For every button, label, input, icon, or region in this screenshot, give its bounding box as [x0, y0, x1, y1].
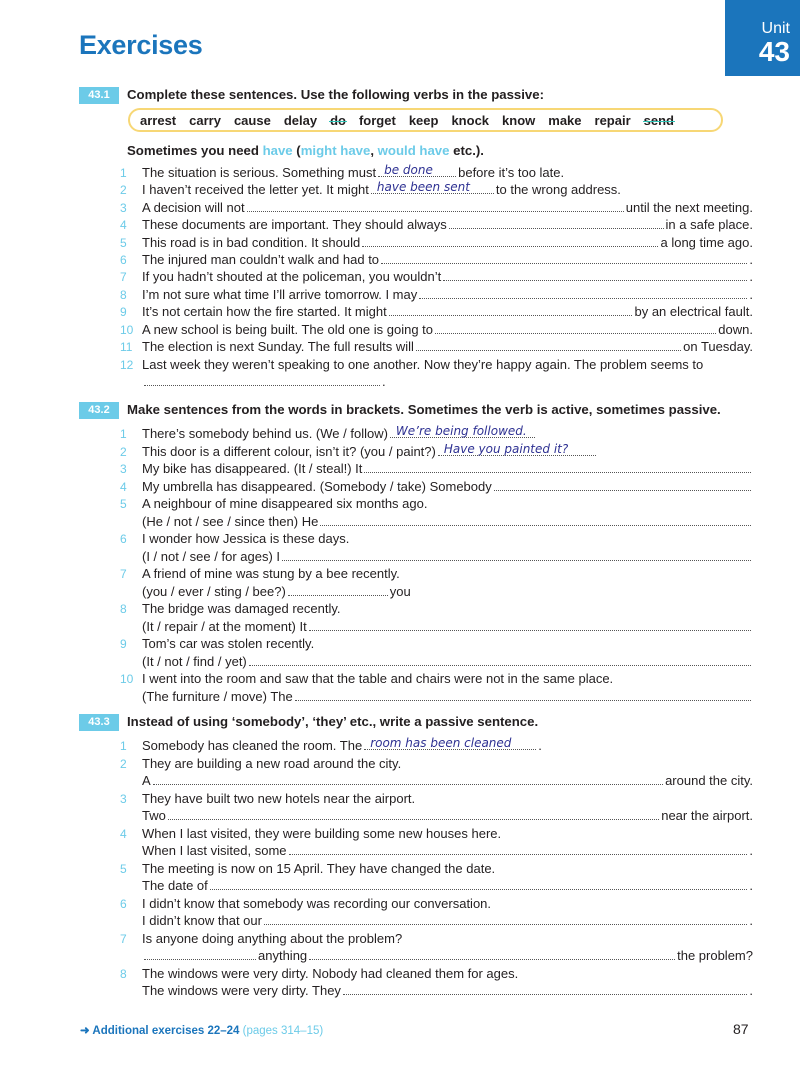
line-text: My bike has disappeared. (It / steal!) It — [142, 461, 363, 476]
answer-blank[interactable] — [364, 472, 751, 473]
verb-option: arrest — [140, 112, 177, 128]
exercise-line — [120, 841, 753, 858]
line-text-end: by an electrical fault. — [634, 304, 753, 320]
line-text-end: to the wrong address. — [495, 182, 621, 198]
exercise-instruction: Instead of using ‘somebody’, ‘they’ etc., write a passive sentence. — [127, 714, 539, 729]
answer-blank[interactable] — [419, 298, 747, 299]
exercise-line — [120, 267, 753, 284]
line-text: A decision will not — [142, 199, 245, 215]
verb-option: delay — [283, 112, 318, 128]
line-text: (It / not / find / yet) — [142, 653, 247, 669]
item-number: 4 — [120, 479, 127, 494]
item-number: 2 — [120, 444, 127, 459]
line-text: Tom’s car was stolen recently. — [142, 636, 315, 651]
item-number: 2 — [120, 756, 127, 771]
line-text-end: . — [749, 983, 753, 998]
exercise-line — [120, 302, 753, 319]
line-text: I wonder how Jessica is these days. — [142, 531, 350, 546]
answer-blank[interactable] — [282, 560, 751, 561]
item-number: 7 — [120, 567, 127, 581]
line-text-end: before it’s too late. — [458, 165, 565, 180]
exercise-line — [120, 652, 753, 669]
item-number: 2 — [120, 183, 127, 198]
handwritten-answer: room has been cleaned — [370, 736, 512, 750]
answer-blank[interactable] — [249, 665, 751, 666]
exercise-line — [120, 911, 753, 928]
verb-option: repair — [594, 112, 631, 128]
line-text: (you / ever / sting / bee?) — [142, 583, 286, 599]
line-text-end: on Tuesday. — [683, 339, 753, 354]
line-text: (I / not / see / for ages) I — [142, 548, 281, 564]
line-text: (He / not / see / since then) He — [142, 513, 319, 529]
item-number: 4 — [120, 218, 127, 233]
verb-option: knock — [451, 112, 490, 128]
line-text: They have built two new hotels near the airport. — [142, 790, 416, 806]
item-number: 12 — [120, 358, 134, 372]
item-number: 5 — [120, 235, 127, 250]
line-text: I went into the room and saw that the table and chairs were not in the same place. — [142, 671, 614, 686]
line-text-end: near the airport. — [661, 808, 753, 823]
line-text: This road is in bad condition. It should — [142, 234, 361, 250]
exercise-line — [120, 859, 753, 876]
exercise-line — [120, 789, 753, 806]
exercise-line — [120, 617, 753, 634]
line-text: They are building a new road around the city. — [142, 755, 402, 771]
answer-blank[interactable] — [144, 959, 256, 960]
line-text: Is anyone doing anything about the problem? — [142, 930, 403, 946]
item-number: 10 — [120, 322, 134, 337]
verb-option: keep — [408, 112, 439, 128]
item-number: 4 — [120, 826, 127, 841]
line-text: A friend of mine was stung by a bee recently. — [142, 566, 400, 581]
item-number: 1 — [120, 739, 127, 753]
verb-option: do — [330, 112, 346, 128]
answer-blank[interactable] — [438, 441, 596, 456]
line-text: When I last visited, they were building some new houses here. — [142, 825, 502, 841]
exercise-line — [120, 894, 753, 911]
exercise-line — [120, 669, 753, 686]
line-text-end: . — [749, 913, 753, 928]
handwritten-answer: have been sent — [376, 180, 470, 195]
answer-blank[interactable] — [288, 595, 388, 596]
answer-blank[interactable] — [295, 700, 751, 701]
line-text-end: . — [538, 738, 542, 753]
answer-blank[interactable] — [144, 385, 380, 386]
verb-option: forget — [358, 112, 396, 128]
exercise-line — [120, 564, 753, 581]
subheading: Sometimes you need have (might have, would have etc.). — [127, 143, 484, 158]
line-text: If you hadn’t shouted at the policeman, you wouldn’t — [142, 269, 442, 285]
unit-tab — [725, 0, 800, 76]
exercise-line — [120, 529, 753, 546]
line-text-end: . — [749, 843, 753, 858]
line-text-end: down. — [718, 321, 753, 337]
exercise-badge: 43.2 — [79, 402, 119, 419]
answer-blank[interactable] — [378, 163, 456, 177]
exercise-badge: 43.1 — [79, 87, 119, 104]
line-text-end: the problem? — [677, 948, 753, 963]
answer-blank[interactable] — [343, 994, 747, 995]
line-text: A neighbour of mine disappeared six months ago. — [142, 496, 428, 511]
line-text: The windows were very dirty. They — [142, 983, 341, 998]
exercise-line — [120, 599, 753, 616]
line-text: The injured man couldn’t walk and had to — [142, 252, 380, 267]
answer-blank[interactable] — [494, 490, 751, 491]
verb-box — [128, 108, 723, 132]
line-text: The bridge was damaged recently. — [142, 601, 341, 616]
line-text-end: . — [382, 374, 386, 389]
exercise-line — [120, 582, 753, 599]
exercise-line — [120, 233, 753, 250]
exercise-line — [120, 929, 753, 946]
line-text: My umbrella has disappeared. (Somebody / take) Somebody — [142, 478, 492, 494]
answer-blank[interactable] — [153, 784, 663, 785]
answer-blank[interactable] — [289, 854, 748, 855]
handwritten-answer: be done — [384, 163, 433, 177]
line-text: The meeting is now on 15 April. They have changed the date. — [142, 860, 496, 876]
exercise-line — [120, 634, 753, 651]
exercise-line — [120, 372, 753, 389]
line-text: I’m not sure what time I’ll arrive tomorrow. I may — [142, 286, 418, 302]
item-number: 6 — [120, 896, 127, 911]
line-text: anything — [258, 948, 308, 963]
exercise-line — [120, 736, 753, 753]
line-text-end: a long time ago. — [660, 234, 753, 250]
exercise-badge: 43.3 — [79, 714, 119, 731]
item-number: 3 — [120, 791, 127, 806]
item-number: 3 — [120, 462, 127, 476]
exercise-line — [120, 320, 753, 337]
answer-blank[interactable] — [443, 280, 747, 281]
answer-blank[interactable] — [309, 630, 751, 631]
exercise-line — [120, 285, 753, 302]
exercise-line — [120, 771, 753, 788]
exercise-line — [120, 687, 753, 704]
answer-blank[interactable] — [416, 350, 681, 351]
handwritten-answer: Have you painted it? — [443, 441, 569, 456]
line-text: Somebody has cleaned the room. The — [142, 738, 363, 753]
item-number: 8 — [120, 602, 127, 616]
additional-exercises-link[interactable]: ➜ Additional exercises 22–24 (pages 314–15) — [80, 1025, 324, 1037]
line-text-end: . — [749, 269, 753, 285]
answer-blank[interactable] — [309, 959, 675, 960]
item-number: 8 — [120, 966, 127, 981]
item-number: 1 — [120, 166, 127, 180]
line-text: The situation is serious. Something must — [142, 165, 377, 180]
line-text: The date of — [142, 878, 208, 893]
answer-blank[interactable] — [210, 889, 748, 890]
verb-option: send — [643, 112, 674, 128]
exercise-line — [120, 163, 753, 180]
line-text: Last week they weren’t speaking to one another. Now they’re happy again. The problem seems to — [142, 357, 704, 372]
exercise-line — [120, 198, 753, 215]
line-text-end: around the city. — [665, 773, 753, 788]
line-text-end: . — [749, 878, 753, 893]
line-text: These documents are important. They should always — [142, 217, 447, 233]
answer-blank[interactable] — [435, 333, 716, 334]
answer-blank[interactable] — [371, 180, 494, 195]
line-text: The election is next Sunday. The full results will — [142, 339, 414, 354]
exercise-line — [120, 964, 753, 981]
answer-blank[interactable] — [247, 211, 624, 212]
line-text-end: until the next meeting. — [625, 199, 753, 215]
line-text-end: . — [749, 286, 753, 302]
item-number: 5 — [120, 497, 127, 511]
line-text: There’s somebody behind us. (We / follow) — [142, 426, 388, 441]
item-number: 6 — [120, 532, 127, 546]
exercise-line — [120, 547, 753, 564]
line-text-end: in a safe place. — [665, 217, 753, 233]
line-text: I didn’t know that somebody was recording our conversation. — [142, 895, 492, 911]
item-number: 7 — [120, 270, 127, 285]
verb-option: cause — [233, 112, 271, 128]
exercise-line — [120, 337, 753, 354]
exercise-line — [120, 355, 753, 372]
answer-blank[interactable] — [389, 315, 633, 316]
line-text: This door is a different colour, isn’t it? (you / paint?) — [142, 443, 436, 459]
exercise-line — [120, 215, 753, 232]
exercise-line — [120, 806, 753, 823]
line-text: When I last visited, some — [142, 843, 287, 858]
answer-blank[interactable] — [264, 924, 747, 925]
exercise-line — [120, 424, 753, 441]
line-text: It’s not certain how the fire started. It might — [142, 304, 387, 320]
answer-blank[interactable] — [390, 424, 535, 438]
line-text: (The furniture / move) The — [142, 688, 293, 704]
exercise-line — [120, 442, 753, 459]
exercise-instruction: Complete these sentences. Use the following verbs in the passive: — [127, 87, 544, 102]
line-text: The windows were very dirty. Nobody had cleaned them for ages. — [142, 965, 519, 981]
item-number: 5 — [120, 861, 127, 876]
exercise-line — [120, 824, 753, 841]
item-number: 11 — [120, 340, 133, 354]
exercise-line — [120, 754, 753, 771]
line-text-end: you — [389, 583, 411, 599]
handwritten-answer: We’re being followed. — [395, 424, 527, 438]
exercise-line — [120, 494, 753, 511]
unit-number: 43 — [758, 36, 790, 67]
page-number: 87 — [733, 1021, 749, 1037]
verb-option: carry — [189, 112, 221, 128]
exercise-line — [120, 946, 753, 963]
item-number: 10 — [120, 672, 134, 686]
line-text: A — [142, 773, 151, 788]
item-number: 8 — [120, 287, 127, 302]
exercise-line — [120, 512, 753, 529]
exercise-line — [120, 477, 753, 494]
line-text: I didn’t know that our — [142, 913, 262, 928]
line-text: A new school is being built. The old one is going to — [142, 321, 434, 337]
item-number: 9 — [120, 305, 127, 320]
item-number: 3 — [120, 200, 127, 215]
exercise-line — [120, 981, 753, 998]
answer-blank[interactable] — [364, 736, 536, 750]
line-text: Two — [142, 808, 166, 823]
answer-blank[interactable] — [362, 246, 658, 247]
item-number: 9 — [120, 637, 127, 651]
exercise-line — [120, 876, 753, 893]
answer-blank[interactable] — [320, 525, 751, 526]
exercise-line — [120, 250, 753, 267]
exercise-line — [120, 180, 753, 197]
exercise-instruction: Make sentences from the words in brackets. Sometimes the verb is active, sometimes passive. — [127, 402, 721, 417]
item-number: 1 — [120, 427, 127, 441]
item-number: 6 — [120, 253, 127, 267]
line-text: (It / repair / at the moment) It — [142, 618, 307, 634]
answer-blank[interactable] — [449, 228, 664, 229]
unit-label: Unit — [761, 20, 790, 37]
verb-option: know — [502, 112, 536, 128]
line-text: I haven’t received the letter yet. It might — [142, 182, 369, 198]
item-number: 7 — [120, 931, 127, 946]
answer-blank[interactable] — [168, 819, 659, 820]
exercise-line — [120, 459, 753, 476]
verb-option: make — [548, 112, 582, 128]
page-title: Exercises — [79, 30, 203, 60]
line-text-end: . — [749, 252, 753, 267]
answer-blank[interactable] — [381, 263, 747, 264]
